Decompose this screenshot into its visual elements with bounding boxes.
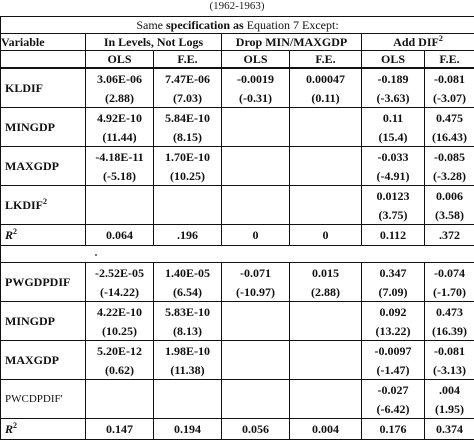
tstat-cell: (-5.18)	[86, 166, 154, 186]
tstat-cell	[222, 166, 290, 186]
coefficient-cell	[290, 380, 362, 400]
group-levels-header: In Levels, Not Logs	[86, 34, 222, 51]
coefficient-cell	[86, 186, 154, 206]
coefficient-cell: 0.015	[290, 263, 362, 283]
r-squared-sup: 2	[13, 227, 18, 236]
tstat-cell: (0.11)	[290, 88, 362, 108]
group-adddif-header	[362, 34, 474, 51]
panel-gap	[1, 246, 474, 263]
tstat-cell	[290, 127, 362, 147]
col-fe-3: F.E.	[425, 51, 474, 69]
coefficient-cell: 0.473	[425, 302, 474, 322]
r-squared-value: 0	[222, 225, 290, 246]
tstat-cell	[154, 205, 222, 225]
coef-row	[1, 302, 474, 322]
tstat-cell	[86, 205, 154, 225]
tstat-cell: (-1.70)	[425, 282, 474, 302]
tstat-cell: (11.38)	[154, 360, 222, 380]
coefficient-cell: -0.0019	[222, 68, 290, 88]
col-fe-1: F.E.	[154, 51, 222, 69]
coefficient-cell: 5.83E-10	[154, 302, 222, 322]
speck-mark	[95, 254, 97, 256]
variable-label: KLDIF	[5, 81, 44, 95]
coefficient-cell: 0.347	[362, 263, 425, 283]
tstat-cell: (15.4)	[362, 127, 425, 147]
coefficient-cell: 0.11	[362, 108, 425, 128]
tstat-cell: (-3.63)	[362, 88, 425, 108]
coefficient-cell: 0.00047	[290, 68, 362, 88]
variable-name	[1, 186, 86, 225]
tstat-cell	[154, 399, 222, 419]
coefficient-cell: -0.0097	[362, 341, 425, 361]
spec-header-row	[1, 17, 474, 34]
coefficient-cell: 7.47E-06	[154, 68, 222, 88]
variable-sup: 2	[43, 197, 48, 206]
col-ols-2: OLS	[222, 51, 290, 69]
coefficient-cell	[222, 341, 290, 361]
coefficient-cell	[154, 186, 222, 206]
col-ols-3: OLS	[362, 51, 425, 69]
tstat-cell	[290, 205, 362, 225]
coef-row	[1, 263, 474, 283]
tstat-cell: (16.43)	[425, 127, 474, 147]
tstat-cell	[222, 399, 290, 419]
variable-label: LKDIF	[5, 198, 44, 212]
r-squared-value: 0.004	[290, 419, 362, 440]
tstat-cell: (10.25)	[154, 166, 222, 186]
tstat-cell: (3.58)	[425, 205, 474, 225]
coefficient-cell	[222, 380, 290, 400]
coefficient-cell: -2.52E-05	[86, 263, 154, 283]
tstat-cell: (-0.31)	[222, 88, 290, 108]
coefficient-cell: -0.074	[425, 263, 474, 283]
tstat-cell	[222, 127, 290, 147]
coefficient-cell: 0.0123	[362, 186, 425, 206]
variable-label: MINGDP	[5, 314, 55, 328]
panel-gap-cell	[1, 246, 474, 263]
coefficient-cell: 4.22E-10	[86, 302, 154, 322]
variable-header: Variable	[1, 34, 86, 51]
variable-label: MAXGDP	[5, 159, 59, 173]
estimator-header-row	[1, 51, 474, 69]
tstat-cell: (8.13)	[154, 321, 222, 341]
tstat-cell: (-10.97)	[222, 282, 290, 302]
tstat-cell: (7.03)	[154, 88, 222, 108]
variable-name	[1, 302, 86, 341]
r-squared-row	[1, 225, 474, 246]
r-squared-value: 0	[290, 225, 362, 246]
tstat-cell	[290, 360, 362, 380]
r-squared-value: 0.056	[222, 419, 290, 440]
coefficient-cell	[290, 186, 362, 206]
coefficient-cell	[222, 302, 290, 322]
coefficient-cell	[154, 380, 222, 400]
r-squared-value: 0.374	[425, 419, 474, 440]
tstat-cell: (7.09)	[362, 282, 425, 302]
spec-bold-word: specification	[166, 18, 231, 32]
group-adddif-sup: 2	[438, 34, 443, 43]
coefficient-cell: -0.189	[362, 68, 425, 88]
tstat-cell: (-6.42)	[362, 399, 425, 419]
coefficient-cell: 0.475	[425, 108, 474, 128]
coefficient-cell	[86, 380, 154, 400]
tstat-cell: (16.39)	[425, 321, 474, 341]
col-ols-1: OLS	[86, 51, 154, 69]
tstat-cell: (2.88)	[290, 282, 362, 302]
tstat-cell: (-1.47)	[362, 360, 425, 380]
variable-label: MINGDP	[5, 120, 55, 134]
tstat-cell: (0.62)	[86, 360, 154, 380]
tstat-cell: (-4.91)	[362, 166, 425, 186]
spec-rest: Equation 7 Except:	[246, 18, 339, 32]
group-adddif-label: Add DIF	[393, 35, 439, 49]
coefficient-cell: 0.006	[425, 186, 474, 206]
coefficient-cell: .004	[425, 380, 474, 400]
coefficient-cell: 3.06E-06	[86, 68, 154, 88]
r-squared-value: 0.112	[362, 225, 425, 246]
coefficient-cell: -0.081	[425, 341, 474, 361]
coef-row	[1, 380, 474, 400]
r-squared-value: .372	[425, 225, 474, 246]
variable-name	[1, 380, 86, 419]
coefficient-cell: -0.027	[362, 380, 425, 400]
tstat-cell: (11.44)	[86, 127, 154, 147]
tstat-cell	[290, 399, 362, 419]
coefficient-cell: 5.20E-12	[86, 341, 154, 361]
tstat-cell: (-3.28)	[425, 166, 474, 186]
tstat-cell: (8.15)	[154, 127, 222, 147]
col-fe-2: F.E.	[290, 51, 362, 69]
r-squared-value: 0.176	[362, 419, 425, 440]
coefficient-cell	[290, 341, 362, 361]
variable-label: PWGDPDIF	[5, 275, 71, 289]
coefficient-cell: 1.40E-05	[154, 263, 222, 283]
tstat-cell: (-3.13)	[425, 360, 474, 380]
tstat-cell: (-14.22)	[86, 282, 154, 302]
regression-table	[0, 16, 474, 440]
spec-as-word: as	[233, 18, 244, 32]
coefficient-cell: 1.98E-10	[154, 341, 222, 361]
coef-row	[1, 68, 474, 88]
coefficient-cell	[222, 108, 290, 128]
variable-name	[1, 147, 86, 186]
coef-row	[1, 186, 474, 206]
coefficient-cell	[290, 108, 362, 128]
coef-row	[1, 341, 474, 361]
page-heading: (1962-1963)	[209, 0, 265, 12]
coefficient-cell: 0.092	[362, 302, 425, 322]
coefficient-cell	[290, 147, 362, 167]
r-squared-label	[1, 225, 86, 246]
variable-name	[1, 263, 86, 302]
coefficient-cell: 4.92E-10	[86, 108, 154, 128]
variable-label: PWCDPDIF'	[5, 393, 63, 405]
coefficient-cell	[222, 186, 290, 206]
r-squared-row	[1, 419, 474, 440]
tstat-cell: (-3.07)	[425, 88, 474, 108]
tstat-cell: (3.75)	[362, 205, 425, 225]
coefficient-cell: -0.081	[425, 68, 474, 88]
r-squared-sup: 2	[13, 421, 18, 430]
r-squared-value: 0.194	[154, 419, 222, 440]
coefficient-cell: -0.071	[222, 263, 290, 283]
group-drop-header: Drop MIN/MAXGDP	[222, 34, 362, 51]
coefficient-cell: -4.18E-11	[86, 147, 154, 167]
tstat-cell: (13.22)	[362, 321, 425, 341]
r-squared-value: 0.147	[86, 419, 154, 440]
tstat-cell	[290, 166, 362, 186]
coefficient-cell: 1.70E-10	[154, 147, 222, 167]
tstat-cell	[222, 205, 290, 225]
tstat-cell: (2.88)	[86, 88, 154, 108]
variable-name	[1, 68, 86, 108]
variable-label: MAXGDP	[5, 353, 59, 367]
group-header-row	[1, 34, 474, 51]
coefficient-cell	[290, 302, 362, 322]
r-squared-symbol: R	[5, 422, 14, 436]
r-squared-symbol: R	[5, 228, 14, 242]
coef-row	[1, 147, 474, 167]
coefficient-cell: -0.085	[425, 147, 474, 167]
tstat-cell: (6.54)	[154, 282, 222, 302]
r-squared-value: .196	[154, 225, 222, 246]
r-squared-label	[1, 419, 86, 440]
coefficient-cell: -0.033	[362, 147, 425, 167]
tstat-cell	[86, 399, 154, 419]
tstat-cell: (1.95)	[425, 399, 474, 419]
spec-header	[1, 17, 474, 34]
spec-prefix: Same	[136, 18, 164, 32]
estimator-blank	[1, 51, 86, 69]
coefficient-cell: 5.84E-10	[154, 108, 222, 128]
r-squared-value: 0.064	[86, 225, 154, 246]
tstat-cell	[222, 360, 290, 380]
variable-name	[1, 341, 86, 380]
tstat-cell	[222, 321, 290, 341]
tstat-cell	[290, 321, 362, 341]
coefficient-cell	[222, 147, 290, 167]
tstat-cell: (10.25)	[86, 321, 154, 341]
variable-name	[1, 108, 86, 147]
coef-row	[1, 108, 474, 128]
